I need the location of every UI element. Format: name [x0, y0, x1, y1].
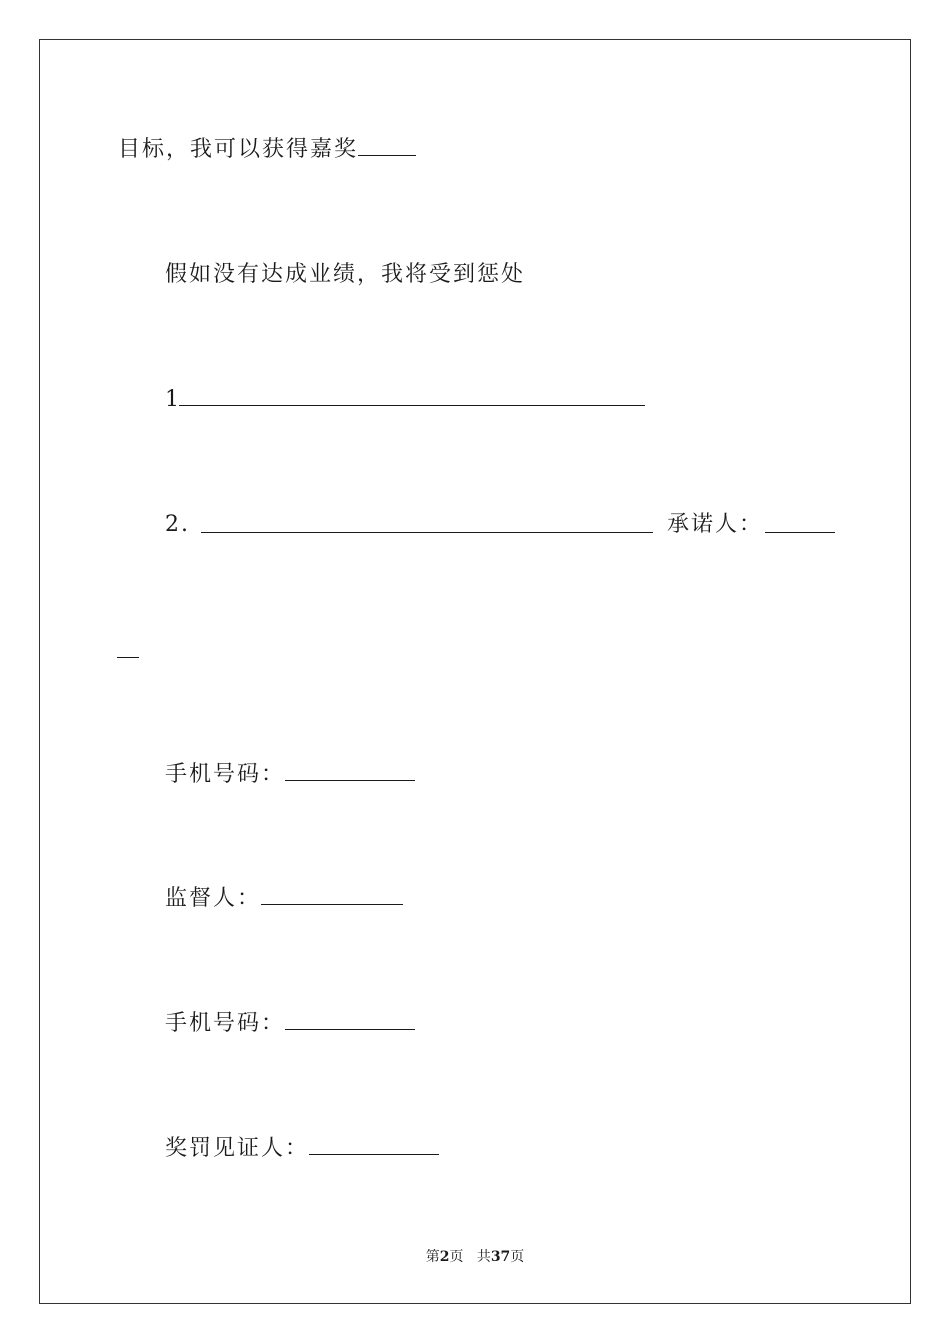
promisor-blank-continued: [117, 639, 139, 658]
phone-blank-1: [285, 762, 415, 781]
item-1-blank: [179, 387, 645, 406]
promisor-line: [667, 512, 763, 538]
reward-text: 目标，我可以获得嘉奖: [118, 137, 359, 162]
total-pages: 37: [490, 1249, 511, 1265]
page-footer: [0, 1248, 950, 1266]
supervisor-blank: [261, 886, 403, 905]
penalty-item-2: [165, 512, 190, 538]
footer-total-prefix: 共: [476, 1249, 491, 1265]
witness-blank: [309, 1136, 439, 1155]
page-number: 2: [439, 1249, 450, 1265]
item-1-number: 1: [165, 387, 179, 412]
promisor-label: 承诺人：: [667, 512, 764, 537]
footer-prefix: 第: [425, 1249, 440, 1265]
phone-blank-2: [285, 1011, 415, 1030]
reward-line: [118, 137, 416, 163]
page-border: [39, 39, 911, 1304]
phone-label-2: 手机号码：: [165, 1011, 286, 1036]
footer-total-suffix: 页: [510, 1249, 525, 1265]
supervisor-label: 监督人：: [165, 886, 262, 911]
penalty-item-1: [165, 387, 645, 413]
footer-page-suffix: 页: [449, 1249, 464, 1265]
reward-blank: [358, 137, 416, 156]
supervisor-line: [165, 886, 403, 912]
phone-line-1: [165, 762, 415, 788]
item-2-number: 2.: [165, 512, 190, 537]
phone-line-2: [165, 1011, 415, 1037]
witness-line: [165, 1136, 439, 1162]
phone-label-1: 手机号码：: [165, 762, 286, 787]
penalty-line: 假如没有达成业绩，我将受到惩处: [165, 262, 526, 287]
witness-label: 奖罚见证人：: [165, 1136, 310, 1161]
item-2-blank: [201, 514, 653, 533]
promisor-blank: [765, 514, 835, 533]
